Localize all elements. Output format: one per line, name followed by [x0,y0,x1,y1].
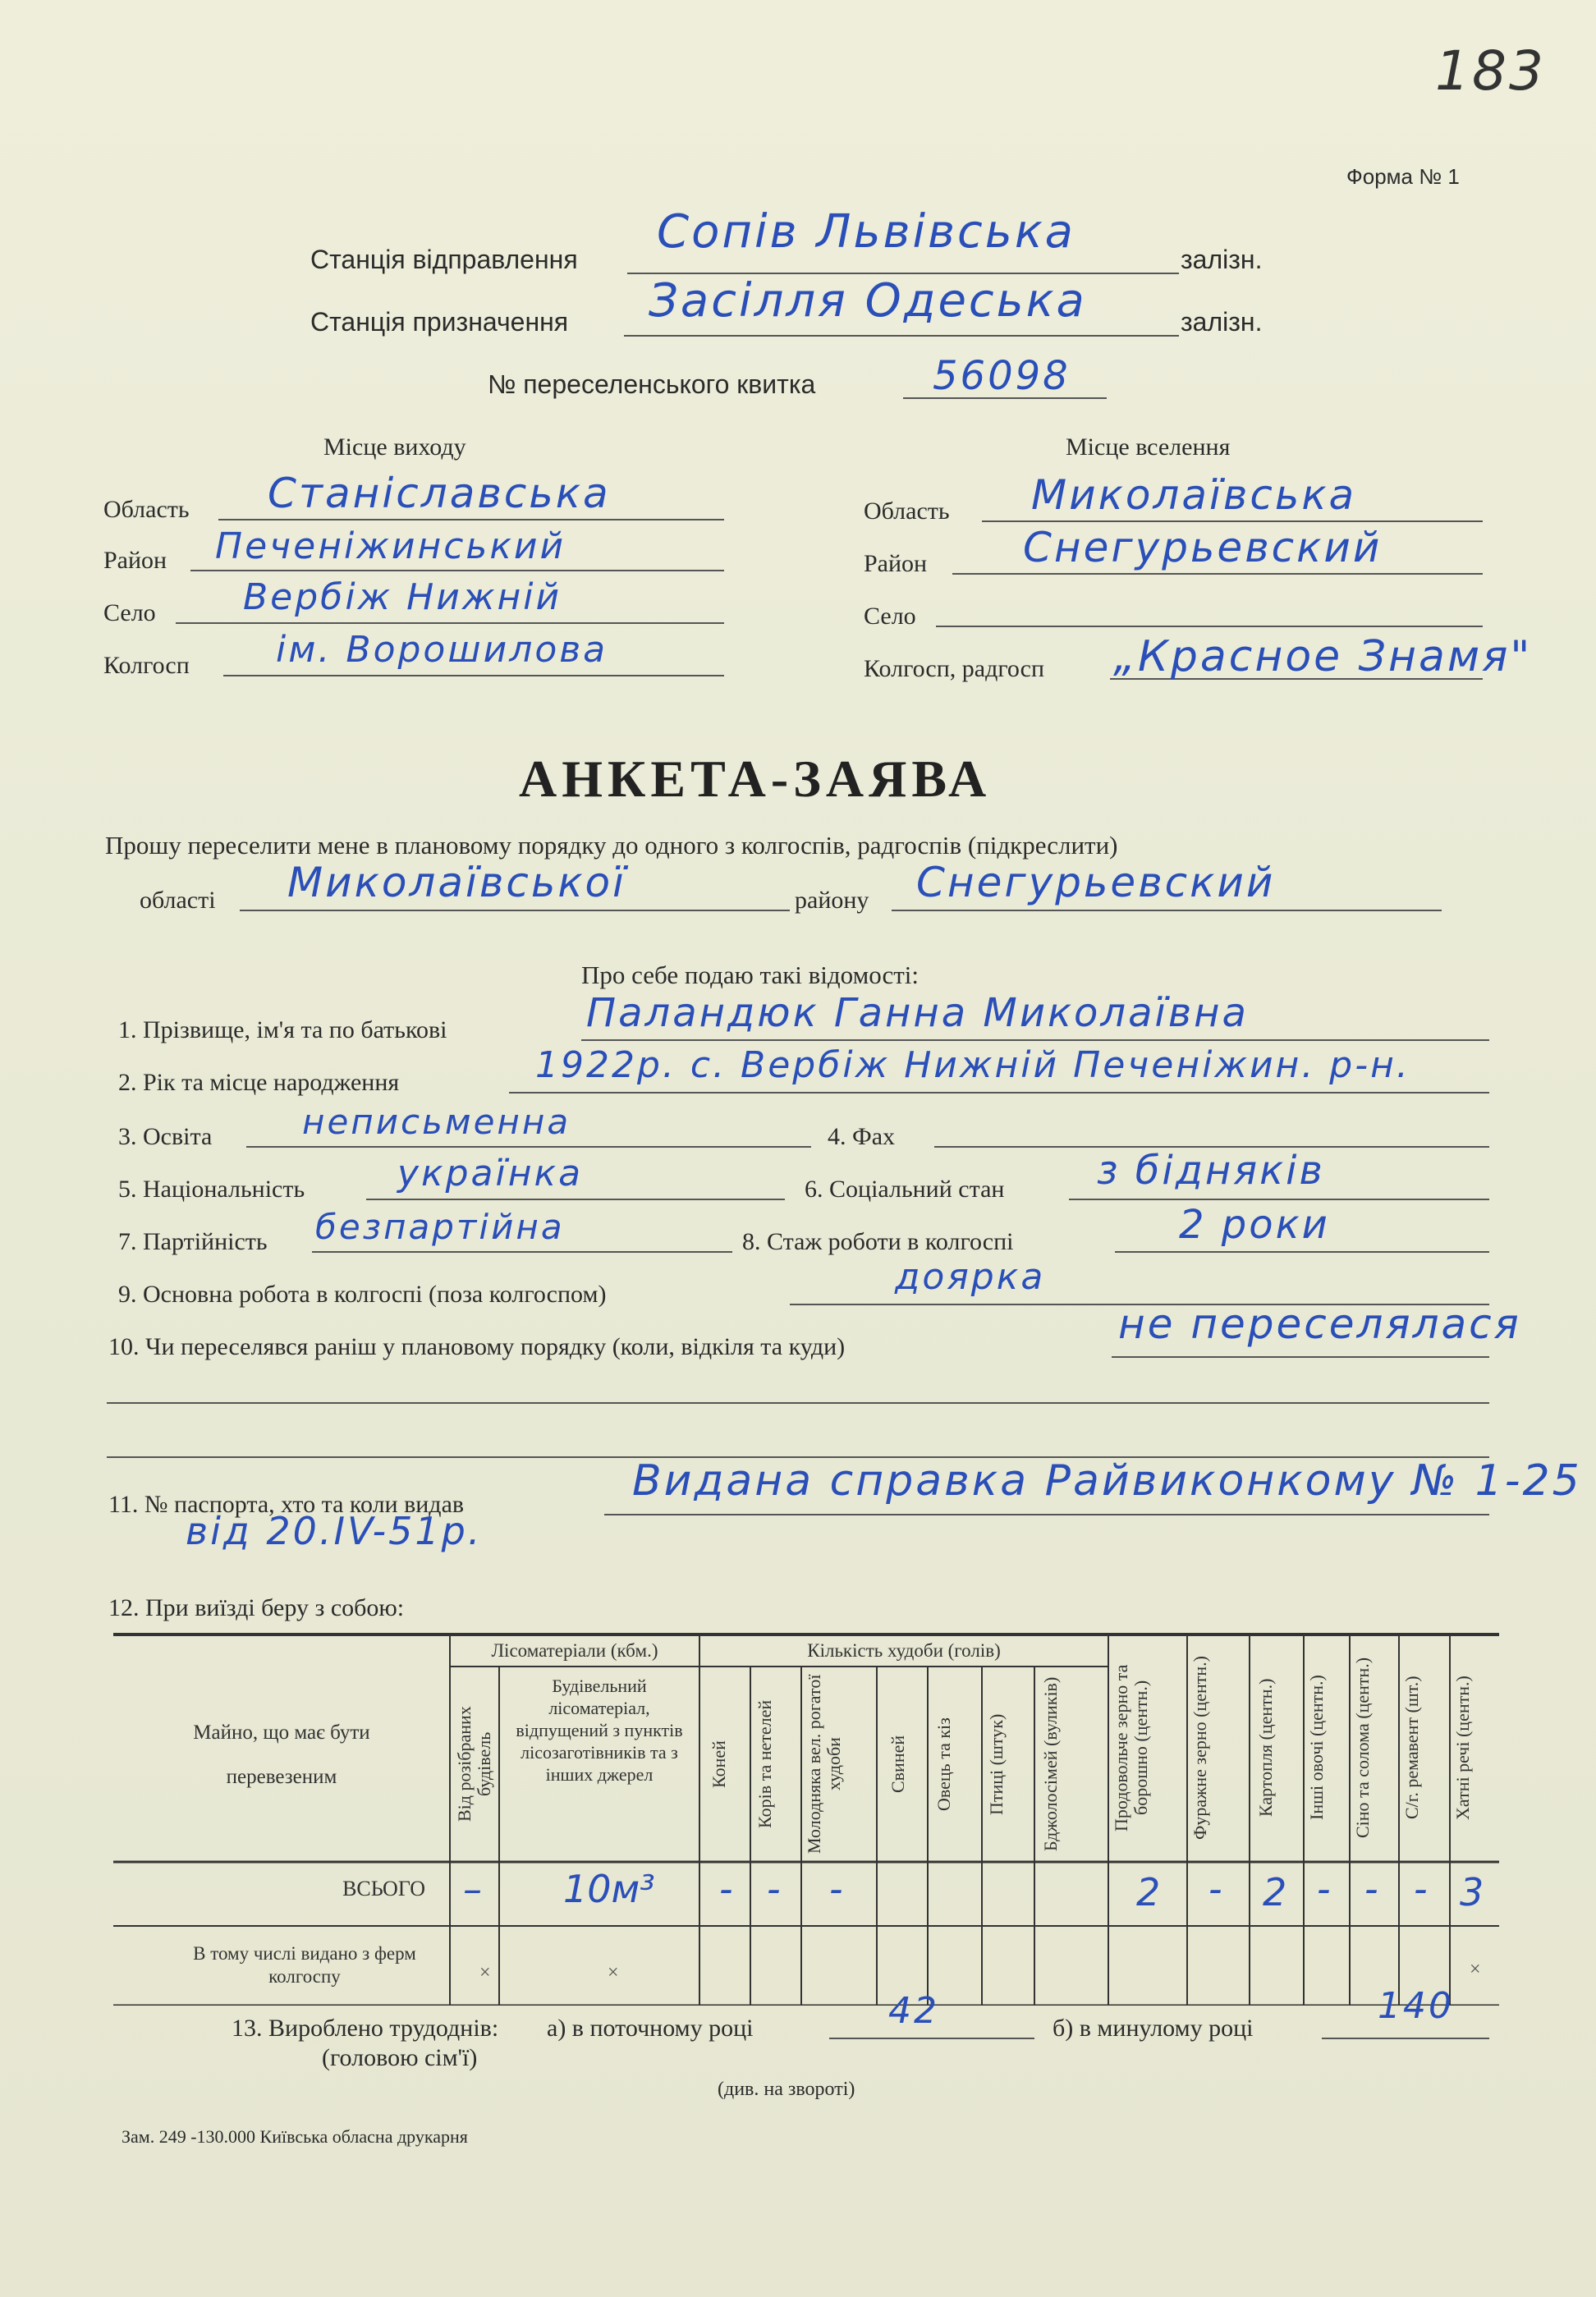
field-3-label: 3. Освіта [118,1123,213,1150]
farm-x-household: × [1470,1959,1481,1980]
col-sheep: Овець та кіз [933,1717,954,1811]
farm-x-building: × [608,1962,619,1983]
field-10-value[interactable]: не переселялася [1118,1300,1521,1348]
departure-value[interactable]: Сопів Львівська [657,205,1075,259]
col-young: Молодняка вел. рогатої худоби [804,1674,844,1855]
total-tools[interactable]: - [1414,1867,1428,1911]
origin-oblast-value[interactable]: Станіславська [268,470,611,517]
printer-note: Зам. 249 -130.000 Київська обласна друкарня [122,2126,468,2147]
field-6-label: 6. Соціальний стан [805,1176,1005,1203]
request-oblast-value[interactable]: Миколаївської [287,859,627,906]
destination-value[interactable]: Засілля Одеська [649,274,1087,328]
field-12-label: 12. При виїзді беру з собою: [108,1594,405,1621]
workdays-previous-label: б) в минулому році [1053,2015,1254,2042]
origin-kolhosp-value[interactable]: ім. Ворошилова [276,629,608,671]
origin-raion-value[interactable]: Печеніжинський [215,525,566,567]
field-1-value[interactable]: Паландюк Ганна Миколаївна [586,990,1249,1036]
settlement-raion-label: Район [864,550,928,577]
field-10-label: 10. Чи переселявся раніш у плановому порядку (коли, відкіля та куди) [108,1333,846,1360]
total-horses[interactable]: - [719,1867,733,1911]
settlement-oblast-value[interactable]: Миколаївська [1031,471,1357,519]
group-timber: Лісоматеріали (кбм.) [491,1640,658,1661]
destination-rail: залізн. [1181,307,1263,337]
total-potato[interactable]: 2 [1263,1870,1287,1914]
total-building-timber[interactable]: 10м³ [563,1867,655,1911]
request-text: Прошу переселити мене в плановому порядку до одного з колгоспів, радгоспів (підкреслити) [105,831,1118,860]
main-title: АНКЕТА-ЗАЯВА [519,750,992,808]
field-2-label: 2. Рік та місце народження [118,1069,400,1096]
row-total-label: ВСЬОГО [342,1877,425,1900]
settlement-kolhosp-value[interactable]: „Красное Знамя" [1113,632,1533,681]
field-11-value-1[interactable]: Видана справка Райвиконкому № 1-25 [632,1456,1582,1506]
col-household: Хатні речі (центн.) [1452,1676,1473,1820]
field-7-value[interactable]: безпартійна [315,1207,565,1247]
col-hay: Сіно та солома (центн.) [1352,1657,1373,1839]
departure-rail: залізн. [1181,245,1263,274]
farm-x-dismantled: × [479,1962,491,1983]
workdays-current-value[interactable]: 42 [888,1990,939,2032]
settlement-raion-value[interactable]: Снегурьевский [1023,524,1383,571]
field-1-label: 1. Прізвище, ім'я та по батькові [118,1016,447,1043]
col-bees: Бджолосімей (вуликів) [1040,1676,1061,1852]
field-5-label: 5. Національність [118,1176,305,1203]
total-grain[interactable]: 2 [1136,1870,1161,1914]
total-fodder[interactable]: - [1208,1867,1222,1911]
field-3-value[interactable]: неписьменна [302,1102,571,1142]
total-dismantled[interactable]: – [463,1867,482,1911]
field-9-value[interactable]: доярка [895,1256,1046,1298]
property-table [113,1632,1499,2006]
intro-text: Про себе подаю такі відомості: [581,961,920,989]
destination-label: Станція призначення [310,307,569,337]
origin-title: Місце виходу [323,433,466,461]
origin-selo-value[interactable]: Вербіж Нижній [243,576,562,618]
field-11-label: 11. № паспорта, хто та коли видав [108,1491,465,1518]
see-back-note: (див. на звороті) [718,2079,855,2100]
field-2-value[interactable]: 1922р. с. Вербіж Нижній Печеніжин. р-н. [535,1044,1410,1086]
total-veg[interactable]: - [1317,1867,1331,1911]
col-dismantled: Від розібраних будівель [454,1706,494,1822]
col-pigs: Свиней [887,1735,908,1794]
ticket-label: № переселенського квитка [488,369,816,399]
col-grain: Продовольче зерно та борошно (центн.) [1111,1664,1151,1832]
settlement-selo-label: Село [864,603,916,630]
request-raion-value[interactable]: Снегурьевский [916,859,1276,906]
col-fodder: Фуражне зерно (центн.) [1190,1656,1210,1840]
origin-raion-label: Район [103,547,167,574]
sheet-number: 183 [1435,39,1546,103]
group-livestock: Кількість худоби (голів) [807,1640,1001,1661]
settlement-title: Місце вселення [1066,433,1231,461]
form-number: Форма № 1 [1346,164,1460,189]
settlement-kolhosp-label: Колгосп, радгосп [864,655,1045,682]
total-cows[interactable]: - [767,1867,781,1911]
row-farm-label: В тому числі видано з ферм колгоспу [193,1943,416,1987]
workdays-previous-value[interactable]: 140 [1378,1985,1454,2027]
origin-kolhosp-label: Колгосп [103,652,190,679]
request-oblast-label: області [140,887,216,914]
total-household[interactable]: 3 [1460,1870,1484,1914]
field-8-value[interactable]: 2 роки [1179,1202,1330,1248]
settlement-oblast-label: Область [864,497,950,525]
col-tools: С/г. ремавент (шт.) [1401,1676,1422,1820]
ticket-value[interactable]: 56098 [933,353,1071,399]
col-building-timber: Будівельний лісоматеріал, відпущений з пунктів лісозаготівників та з інших джерел [516,1676,683,1785]
col-cows: Корів та нетелей [754,1699,775,1829]
request-raion-label: району [795,887,869,914]
origin-oblast-label: Область [103,496,190,523]
workdays-current-label: а) в поточному році [547,2015,754,2042]
field-6-value[interactable]: з бідняків [1097,1148,1325,1194]
col-poultry: Птиці (штук) [986,1713,1007,1815]
workdays-sub: (головою сім'ї) [322,2044,478,2071]
field-4-label: 4. Фах [828,1123,896,1150]
workdays-label: 13. Вироблено трудоднів: [232,2015,499,2042]
col-property: Майно, що має бути перевезеним [193,1722,370,1788]
col-horses: Коней [709,1740,729,1788]
col-potato: Картопля (центн.) [1255,1678,1276,1818]
col-veg: Інші овочі (центн.) [1306,1675,1327,1821]
total-hay[interactable]: - [1364,1867,1378,1911]
origin-selo-label: Село [103,599,156,626]
field-11-value-2[interactable]: від 20.IV-51р. [186,1509,483,1553]
total-young[interactable]: - [829,1867,843,1911]
field-7-label: 7. Партійність [118,1228,268,1255]
departure-label: Станція відправлення [310,245,578,274]
field-8-label: 8. Стаж роботи в колгоспі [742,1228,1014,1255]
field-9-label: 9. Основна робота в колгоспі (поза колгоспом) [118,1281,607,1308]
field-5-value[interactable]: українка [397,1153,584,1194]
